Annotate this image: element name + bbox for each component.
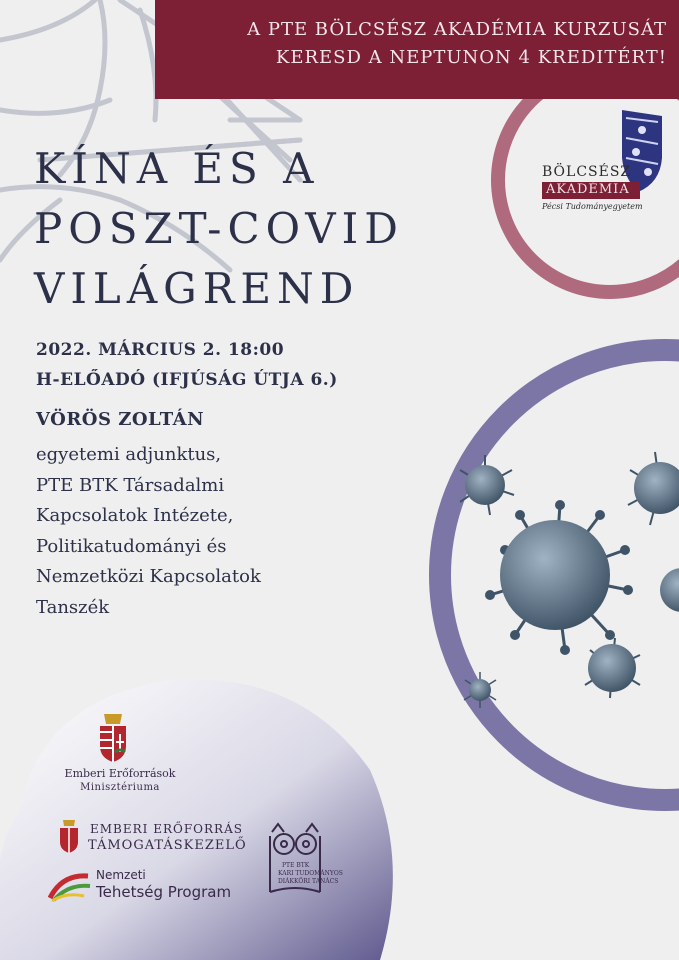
title-line-3: VILÁGREND: [34, 264, 360, 313]
affiliation-line: Tanszék: [36, 596, 110, 618]
bolcsesz-akademia-logo: [538, 108, 668, 211]
affiliation-line: PTE BTK Társadalmi: [36, 474, 225, 496]
ntp-swoosh-icon: [48, 870, 92, 902]
emet-logo-line1: EMBERI ERŐFORRÁS: [90, 822, 243, 836]
emmi-logo-line2: Minisztériuma: [80, 782, 160, 793]
emmi-logo-line1: Emberi Erőforrások: [64, 767, 176, 780]
speaker-affiliation: [36, 440, 261, 623]
banner-line-2: KERESD A NEPTUNON 4 KREDITÉRT!: [275, 47, 667, 68]
pte-kari-line2: KARI TUDOMÁNYOS: [278, 870, 343, 877]
affiliation-line: Nemzetközi Kapcsolatok: [36, 566, 261, 587]
gradient-blob-decoration: [0, 660, 400, 960]
emmi-logo: [50, 712, 200, 797]
ntp-logo: [48, 868, 248, 908]
pte-kari-logo: [258, 822, 348, 902]
emet-logo-line2: TÁMOGATÁSKEZELŐ: [88, 838, 247, 853]
event-location: H-ELŐADÓ (IFJÚSÁG ÚTJA 6.): [36, 370, 338, 390]
affiliation-line: Politikatudományi és: [36, 535, 227, 557]
pte-kari-line3: DIÁKKÖRI TANÁCS: [278, 878, 339, 885]
owl-icon: [262, 822, 328, 900]
bolcsesz-logo-line1: BÖLCSÉSZ: [542, 164, 632, 180]
emet-logo: [58, 820, 258, 860]
virus-illustration: [450, 440, 679, 720]
event-datetime: 2022. MÁRCIUS 2. 18:00: [36, 340, 285, 360]
title-line-2: POSZT-COVID: [34, 204, 404, 253]
coat-of-arms-small-icon: [58, 820, 80, 854]
hungarian-coat-of-arms-icon: [96, 712, 130, 764]
pte-kari-line1: PTE BTK: [282, 862, 310, 869]
banner-line-1: A PTE BÖLCSÉSZ AKADÉMIA KURZUSÁT: [247, 19, 667, 40]
bolcsesz-logo-line2: AKADÉMIA: [546, 182, 630, 197]
speaker-name: VÖRÖS ZOLTÁN: [36, 409, 205, 430]
ntp-logo-line2: Tehetség Program: [96, 883, 232, 901]
affiliation-line: egyetemi adjunktus,: [36, 444, 222, 465]
bolcsesz-logo-line3: Pécsi Tudományegyetem: [542, 202, 643, 211]
affiliation-line: Kapcsolatok Intézete,: [36, 505, 234, 526]
ntp-logo-line1: Nemzeti: [96, 868, 146, 882]
title-line-1: KÍNA ÉS A: [34, 144, 320, 193]
